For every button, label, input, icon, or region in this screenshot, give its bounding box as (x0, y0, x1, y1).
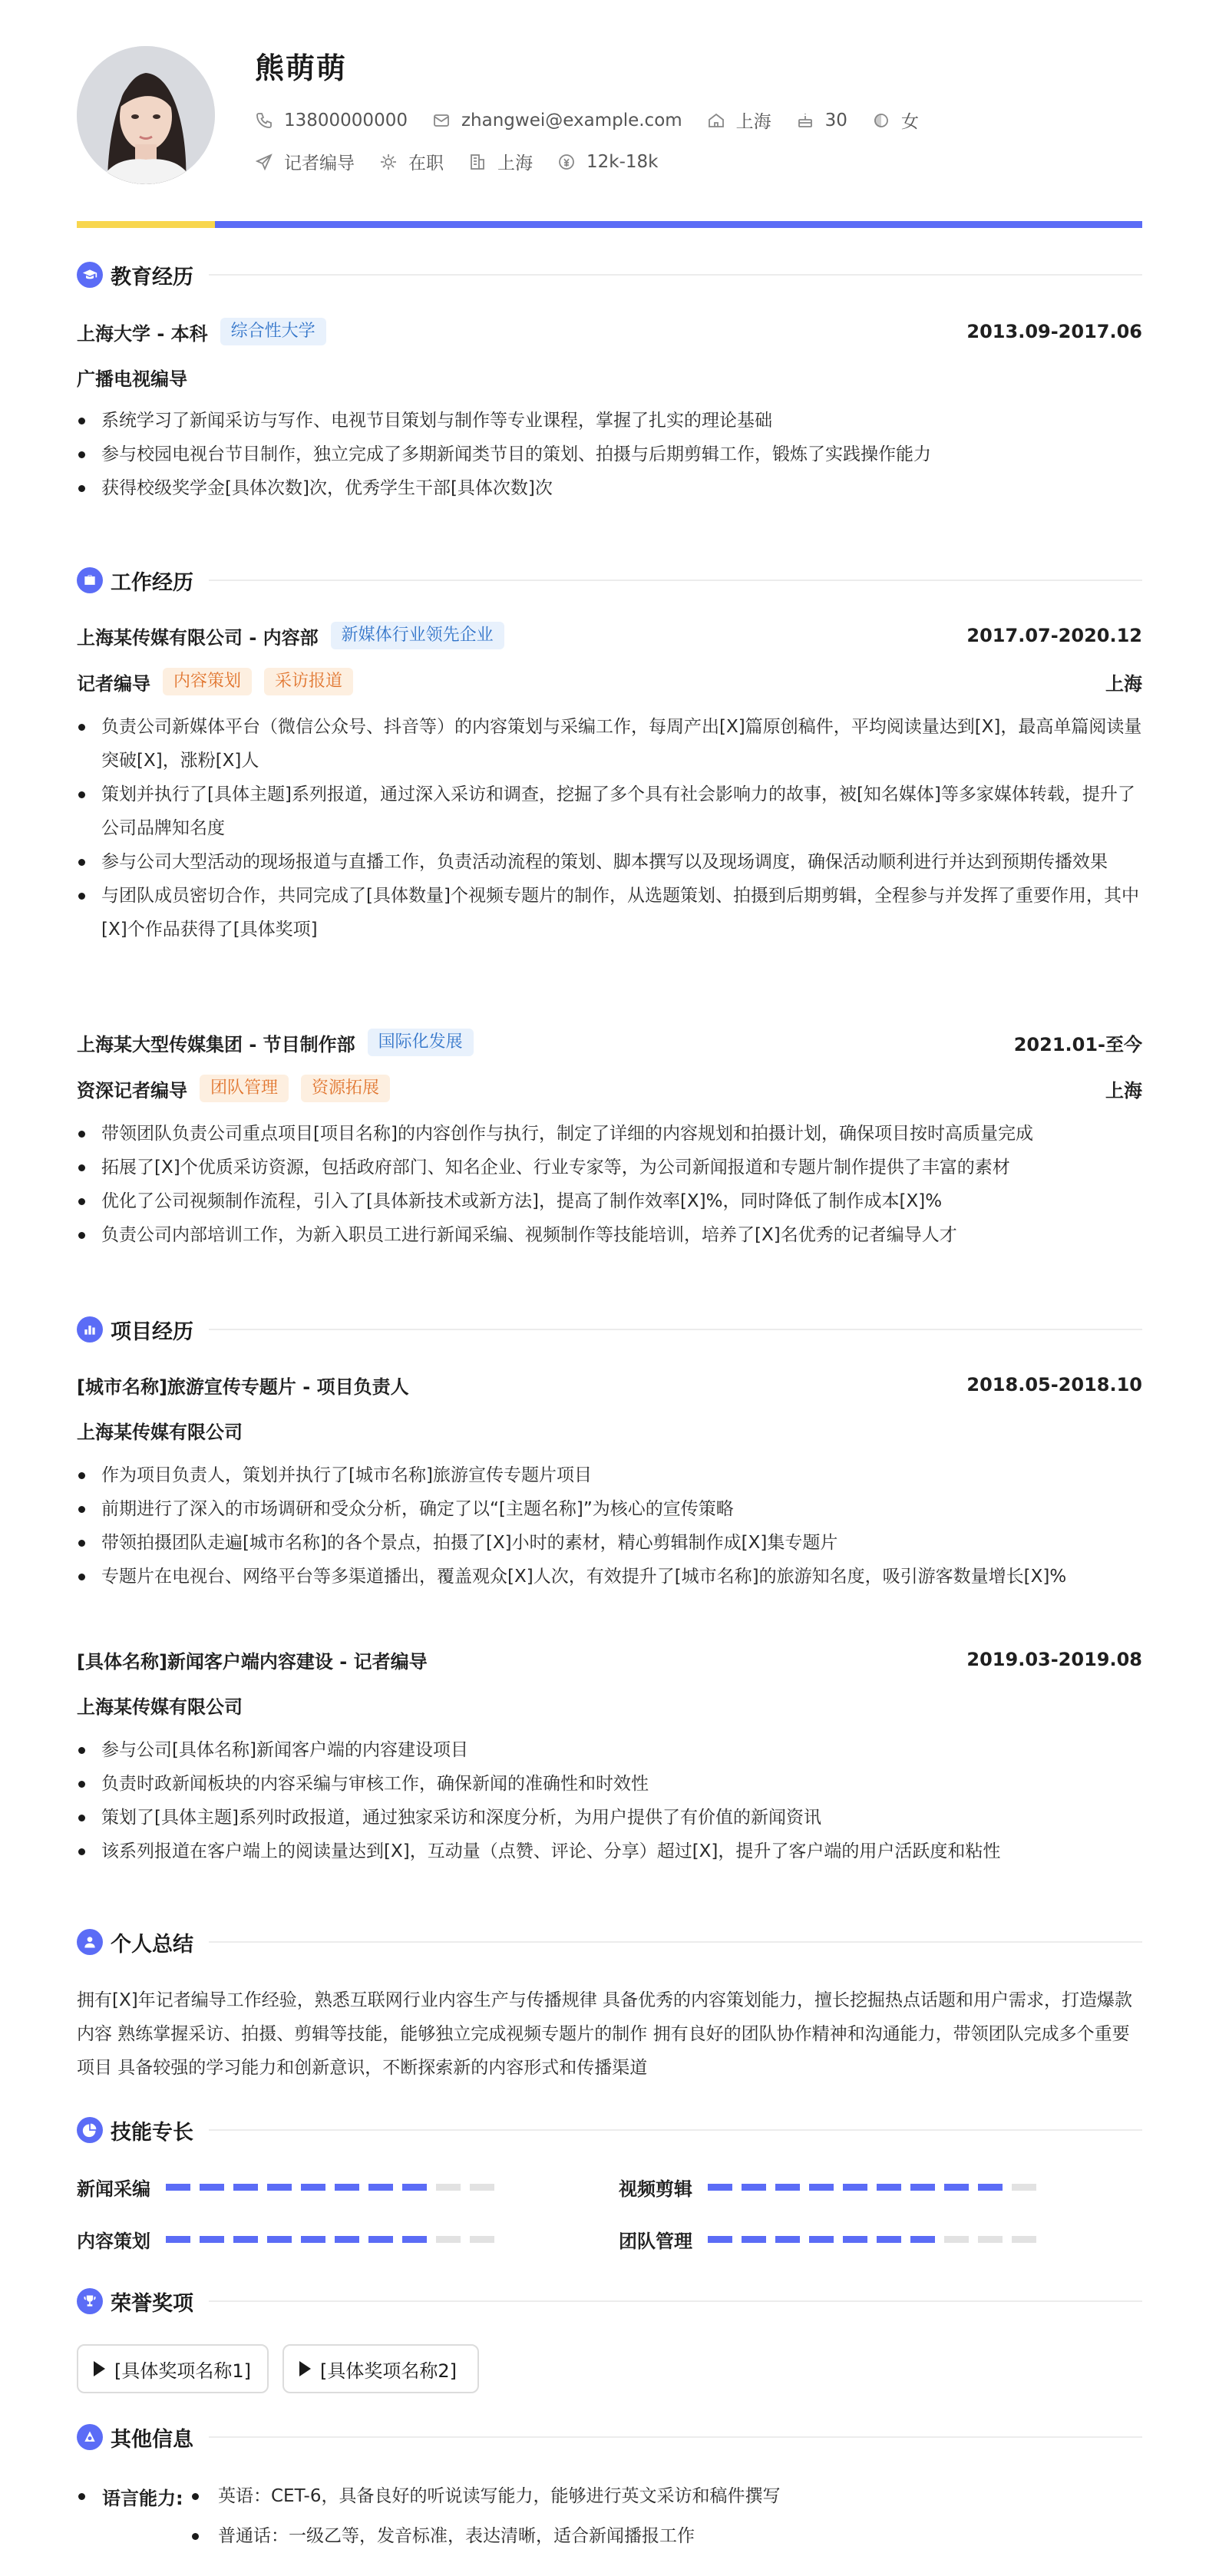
email-icon (432, 111, 451, 130)
status-icon (379, 153, 398, 171)
skill-dot-filled (910, 2236, 935, 2243)
skill-dot-empty (436, 2184, 461, 2191)
work-section-title (77, 565, 1142, 596)
skill-name: 内容策划 (77, 2230, 150, 2252)
list-item: 优化了公司视频制作流程，引入了[具体新技术或新方法]，提高了制作效率[X]%，同时降低了制作成本[X]% (77, 1184, 1142, 1218)
position-item (255, 149, 355, 174)
project-2-bullets (77, 1733, 1142, 1868)
job-location: 上海 (1105, 672, 1142, 695)
list-item: 前期进行了深入的市场调研和受众分析，确定了以“[主题名称]”为核心的宣传策略 (77, 1492, 1142, 1526)
company-tag: 国际化发展 (368, 1029, 474, 1056)
position-text: 记者编导 (284, 154, 355, 173)
skill-dot-empty (1012, 2184, 1036, 2191)
skill-dot-empty (436, 2236, 461, 2243)
skill-level-bar (166, 2184, 504, 2191)
skill-level-bar (708, 2184, 1046, 2191)
list-item: 系统学习了新闻采访与写作、电视节目策划与制作等专业课程，掌握了扎实的理论基础 (77, 404, 1142, 438)
city-text: 上海 (735, 112, 771, 132)
role-tag: 资源拓展 (301, 1075, 390, 1102)
project-1-bullets (77, 1458, 1142, 1593)
job-company: 上海某大型传媒集团 - 节目制作部 (77, 1033, 355, 1055)
skill-item (77, 2224, 504, 2254)
company-tag: 新媒体行业领先企业 (331, 622, 504, 649)
skill-dot-filled (742, 2236, 766, 2243)
salary-text: 12k-18k (586, 151, 659, 172)
salary-icon (557, 153, 576, 171)
status-text: 在职 (408, 154, 444, 173)
language-list (190, 2476, 1142, 2556)
play-icon (299, 2361, 311, 2376)
job-intent-row (255, 149, 682, 174)
award-name: [具体奖项名称2] (320, 2360, 457, 2382)
list-item: 英语：CET-6，具备良好的听说读写能力，能够进行英文采访和稿件撰写 (190, 2476, 1142, 2516)
summary-text: 拥有[X]年记者编导工作经验，熟悉互联网行业内容生产与传播规律 具备优秀的内容策划能力，擅长挖掘热点话题和用户需求，打造爆款内容 熟练掌握采访、拍摄、剪辑等技能，能够独立完成视频专题片的制作 拥有良好的团队协作精神和沟通能力，带领团队完成多个重要项目 具备较强的学习能力和创新意识，不断探索新的内容形式和传播渠道 (77, 1990, 1133, 2078)
award-item (282, 2344, 479, 2393)
skill-dot-filled (978, 2184, 1003, 2191)
project-company: 上海某传媒有限公司 (77, 1696, 243, 1718)
skill-dot-empty (944, 2236, 969, 2243)
school-tag: 综合性大学 (220, 318, 326, 345)
list-item: 负责公司新媒体平台（微信公众号、抖音等）的内容策划与采编工作，每周产出[X]篇原创稿件，平均阅读量达到[X]，最高单篇阅读量突破[X]，涨粉[X]人 (77, 710, 1142, 778)
job-role: 资深记者编导 (77, 1079, 187, 1101)
major-name: 广播电视编导 (77, 368, 187, 390)
project-name: [城市名称]旅游宣传专题片 - 项目负责人 (77, 1376, 409, 1398)
school-name: 上海大学 - 本科 (77, 322, 208, 345)
phone-icon (255, 111, 273, 130)
skill-dot-empty (978, 2236, 1003, 2243)
language-label: 语言能力: (77, 2481, 183, 2512)
send-icon (255, 153, 273, 171)
list-item: 参与校园电视台节目制作，独立完成了多期新闻类节目的策划、拍摄与后期剪辑工作，锻炼了实践操作能力 (77, 438, 1142, 471)
project-name: [具体名称]新闻客户端内容建设 - 记者编导 (77, 1650, 428, 1673)
cake-icon (796, 111, 814, 130)
section-heading: 项目经历 (111, 1319, 193, 1344)
job-role: 记者编导 (77, 672, 150, 695)
list-item: 获得校级奖学金[具体次数]次，优秀学生干部[具体次数]次 (77, 471, 1142, 505)
skill-dot-filled (910, 2184, 935, 2191)
list-item: 参与公司大型活动的现场报道与直播工作，负责活动流程的策划、脚本撰写以及现场调度，确保活动顺利进行并达到预期传播效果 (77, 845, 1142, 879)
trophy-icon (77, 2288, 103, 2314)
job-1-bullets (77, 710, 1142, 946)
list-item: 负责时政新闻板块的内容采编与审核工作，确保新闻的准确性和时效性 (77, 1767, 1142, 1801)
section-heading: 技能专长 (111, 2120, 193, 2145)
job-1-company-row (77, 620, 1142, 651)
skill-dot-empty (1012, 2236, 1036, 2243)
gender-item (872, 107, 919, 133)
city-item (707, 107, 771, 133)
education-bullets (77, 404, 1142, 505)
candidate-name: 熊萌萌 (255, 51, 348, 85)
section-heading: 教育经历 (111, 265, 193, 289)
skill-dot-filled (301, 2236, 325, 2243)
skill-dot-empty (470, 2236, 494, 2243)
list-item: 该系列报道在客户端上的阅读量达到[X]，互动量（点赞、评论、分享）超过[X]，提升了客户端的用户活跃度和粘性 (77, 1835, 1142, 1868)
list-item: 作为项目负责人，策划并执行了[城市名称]旅游宣传专题片项目 (77, 1458, 1142, 1492)
project-date: 2019.03-2019.08 (966, 1649, 1142, 1670)
skill-dot-filled (335, 2184, 359, 2191)
education-major-row (77, 362, 1142, 392)
list-item: 带领拍摄团队走遍[城市名称]的各个景点，拍摄了[X]小时的素材，精心剪辑制作成[X]集专题片 (77, 1526, 1142, 1560)
role-tag: 团队管理 (200, 1075, 289, 1102)
gender-text: 女 (900, 112, 919, 132)
skill-dot-filled (843, 2184, 867, 2191)
awards-section-title (77, 2286, 1142, 2317)
project-1-head-row (77, 1369, 1142, 1400)
pie-chart-icon (77, 2117, 103, 2143)
summary-section-title (77, 1927, 1142, 1957)
skill-name: 团队管理 (619, 2230, 692, 2252)
projects-section-title (77, 1314, 1142, 1345)
skills-section-title (77, 2115, 1142, 2145)
skill-dot-filled (166, 2236, 190, 2243)
phone-text: 13800000000 (284, 110, 408, 130)
job-2-bullets (77, 1117, 1142, 1252)
graduation-cap-icon (77, 262, 103, 288)
tools-icon (77, 2424, 103, 2450)
section-heading: 个人总结 (111, 1932, 193, 1957)
list-item: 参与公司[具体名称]新闻客户端的内容建设项目 (77, 1733, 1142, 1767)
skill-dot-filled (335, 2236, 359, 2243)
section-heading: 荣誉奖项 (111, 2291, 193, 2316)
skill-dot-filled (200, 2236, 224, 2243)
section-heading: 其他信息 (111, 2427, 193, 2452)
list-item: 带领团队负责公司重点项目[项目名称]的内容创作与执行，制定了详细的内容规划和拍摄计划，确保项目按时高质量完成 (77, 1117, 1142, 1151)
skill-name: 新闻采编 (77, 2178, 150, 2200)
phone-item (255, 111, 408, 130)
skill-dot-filled (267, 2236, 292, 2243)
job-date: 2021.01-至今 (1013, 1033, 1142, 1055)
job-company: 上海某传媒有限公司 - 内容部 (77, 626, 319, 649)
skill-dot-filled (402, 2236, 427, 2243)
play-icon (94, 2361, 105, 2376)
skill-item (77, 2171, 504, 2202)
award-item (77, 2344, 269, 2393)
skill-dot-filled (877, 2236, 901, 2243)
email-text: zhangwei@example.com (461, 110, 682, 130)
education-date: 2013.09-2017.06 (966, 321, 1142, 342)
project-date: 2018.05-2018.10 (966, 1374, 1142, 1395)
award-name: [具体奖项名称1] (114, 2360, 251, 2382)
building-icon (468, 153, 487, 171)
list-item: 普通话：一级乙等，发音标准，表达清晰，适合新闻播报工作 (190, 2516, 1142, 2556)
briefcase-icon (77, 567, 103, 593)
skill-dot-filled (809, 2184, 834, 2191)
section-heading: 工作经历 (111, 570, 193, 595)
other-section-title (77, 2422, 1142, 2452)
skill-dot-filled (166, 2184, 190, 2191)
project-2-head-row (77, 1644, 1142, 1675)
project-company: 上海某传媒有限公司 (77, 1421, 243, 1443)
project-1-company-row (77, 1415, 1142, 1445)
skill-dot-filled (877, 2184, 901, 2191)
job-2-company-row (77, 1027, 1142, 1058)
skill-dot-filled (708, 2236, 732, 2243)
skill-level-bar (708, 2236, 1046, 2243)
role-tag: 采访报道 (264, 668, 353, 695)
job-date: 2017.07-2020.12 (966, 625, 1142, 646)
gender-icon (872, 111, 890, 130)
skill-dot-filled (233, 2184, 258, 2191)
list-item: 拓展了[X]个优质采访资源，包括政府部门、知名企业、行业专家等，为公司新闻报道和专题片制作提供了丰富的素材 (77, 1151, 1142, 1184)
job-location: 上海 (1105, 1079, 1142, 1101)
skill-dot-filled (368, 2184, 393, 2191)
header-divider-bar (77, 221, 1142, 228)
chart-icon (77, 1316, 103, 1342)
skill-dot-filled (200, 2184, 224, 2191)
avatar (77, 46, 215, 184)
education-school-row (77, 316, 1142, 347)
project-2-company-row (77, 1689, 1142, 1720)
email-item (432, 111, 682, 130)
education-section-title (77, 259, 1142, 290)
skill-dot-filled (944, 2184, 969, 2191)
skill-dot-empty (470, 2184, 494, 2191)
list-item: 负责公司内部培训工作，为新入职员工进行新闻采编、视频制作等技能培训，培养了[X]名优秀的记者编导人才 (77, 1218, 1142, 1252)
skill-dot-filled (301, 2184, 325, 2191)
list-item: 策划了[具体主题]系列时政报道，通过独家采访和深度分析，为用户提供了有价值的新闻资讯 (77, 1801, 1142, 1835)
skill-dot-filled (809, 2236, 834, 2243)
skill-item (619, 2224, 1046, 2254)
age-item (796, 111, 847, 130)
home-icon (707, 111, 725, 130)
skill-dot-filled (775, 2184, 800, 2191)
status-item (379, 149, 444, 174)
skill-dot-filled (368, 2236, 393, 2243)
resume-header (77, 0, 1142, 229)
skill-dot-filled (775, 2236, 800, 2243)
skill-level-bar (166, 2236, 504, 2243)
skill-dot-filled (233, 2236, 258, 2243)
skill-name: 视频剪辑 (619, 2178, 692, 2200)
job-1-role-row (77, 666, 1142, 697)
user-icon (77, 1929, 103, 1955)
list-item: 与团队成员密切合作，共同完成了[具体数量]个视频专题片的制作，从选题策划、拍摄到后期剪辑，全程参与并发挥了重要作用，其中[X]个作品获得了[具体奖项] (77, 879, 1142, 946)
contact-row (255, 107, 943, 133)
role-tag: 内容策划 (163, 668, 252, 695)
skill-dot-filled (742, 2184, 766, 2191)
salary-item (557, 152, 658, 172)
age-text: 30 (824, 110, 847, 130)
skill-dot-filled (267, 2184, 292, 2191)
skill-dot-filled (402, 2184, 427, 2191)
list-item: 策划并执行了[具体主题]系列报道，通过深入采访和调查，挖掘了多个具有社会影响力的故事，被[知名媒体]等多家媒体转载，提升了公司品牌知名度 (77, 778, 1142, 845)
target-city-item (468, 149, 533, 174)
target-city-text: 上海 (497, 154, 533, 173)
list-item: 专题片在电视台、网络平台等多渠道播出，覆盖观众[X]人次，有效提升了[城市名称]的旅游知名度，吸引游客数量增长[X]% (77, 1560, 1142, 1593)
job-2-role-row (77, 1073, 1142, 1104)
skill-item (619, 2171, 1046, 2202)
skill-dot-filled (843, 2236, 867, 2243)
skill-dot-filled (708, 2184, 732, 2191)
